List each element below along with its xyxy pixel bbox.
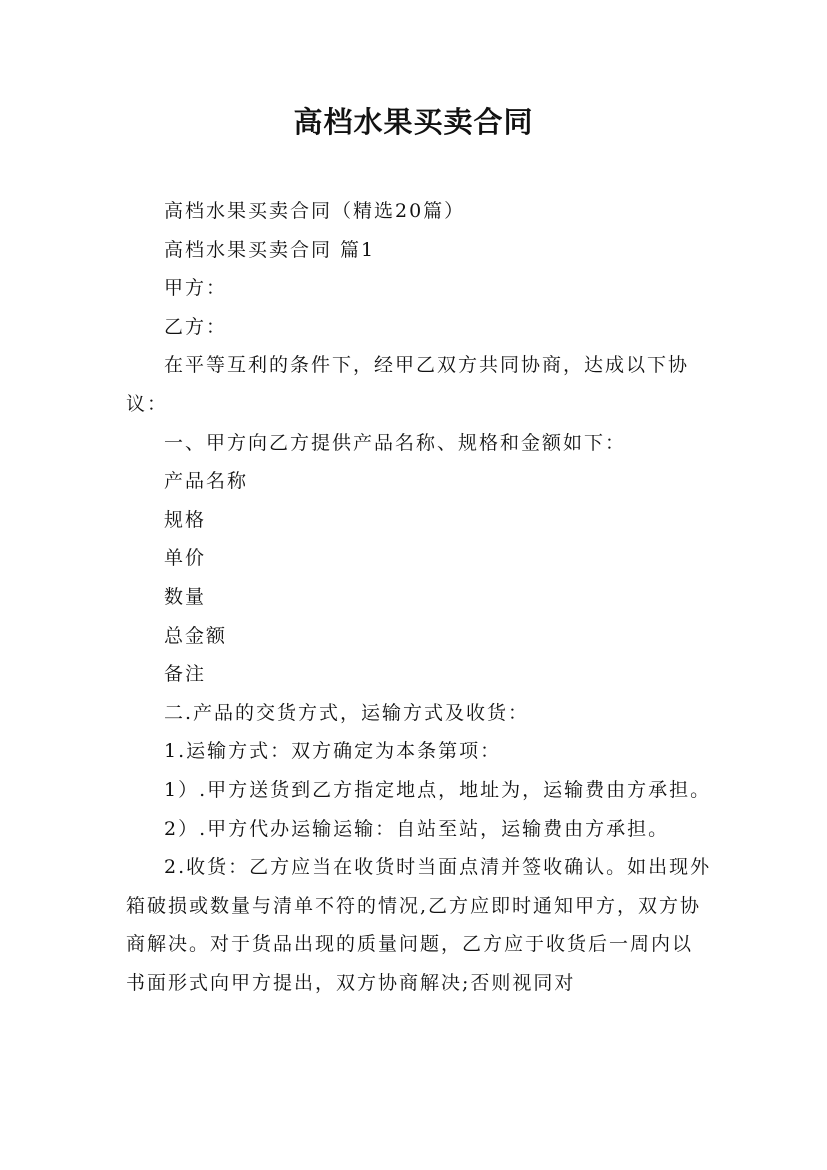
paragraph-unit-price: 单价 <box>164 547 207 570</box>
paragraph-party-b: 乙方： <box>164 315 228 338</box>
paragraph-transport-option-one: 1）.甲方送货到乙方指定地点，地址为，运输费由方承担。 <box>164 778 712 801</box>
paragraph-transport-method: 1.运输方式：双方确定为本条第项： <box>164 740 502 763</box>
paragraph-subtitle: 高档水果买卖合同（精选20篇） <box>164 200 466 222</box>
paragraph-transport-option-two: 2）.甲方代办运输运输：自站至站，运输费由方承担。 <box>164 817 670 840</box>
paragraph-total-amount: 总金额 <box>164 624 228 647</box>
paragraph-remarks: 备注 <box>164 663 207 686</box>
paragraph-clause-one: 一、甲方向乙方提供产品名称、规格和金额如下： <box>164 431 627 454</box>
paragraph-quantity: 数量 <box>164 585 207 608</box>
document-title: 高档水果买卖合同 <box>293 105 534 139</box>
paragraph-receiving: 2.收货：乙方应当在收货时当面点清并签收确认。如出现外箱破损或数量与清单不符的情况,乙方应即时通知甲方，双方协商解决。对于货品出现的质量问题，乙方应于收货后一周内以书面形式向甲方提出，双方协商解决;否则视同对 <box>126 856 712 994</box>
paragraph-specification: 规格 <box>164 508 207 531</box>
document-body <box>126 192 712 1002</box>
paragraph-agreement-intro: 在平等互利的条件下，经甲乙双方共同协商，达成以下协议： <box>126 354 690 415</box>
paragraph-product-name: 产品名称 <box>164 470 249 493</box>
paragraph-clause-two: 二.产品的交货方式，运输方式及收货： <box>164 701 530 724</box>
paragraph-section-heading: 高档水果买卖合同 篇1 <box>164 238 376 261</box>
paragraph-party-a: 甲方： <box>164 277 228 300</box>
